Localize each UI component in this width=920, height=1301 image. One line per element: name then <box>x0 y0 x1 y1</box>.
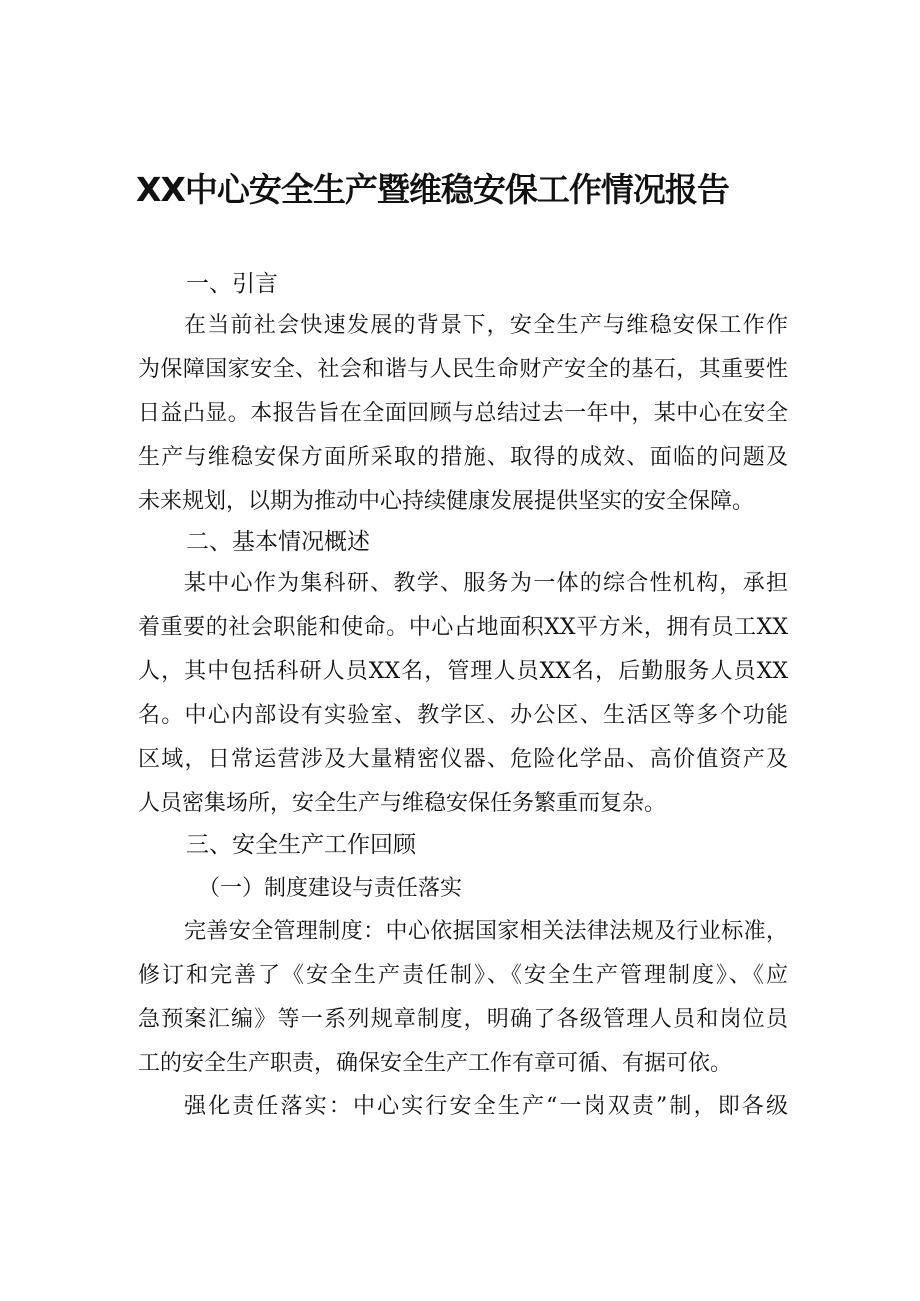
paragraph-line: 为保障国家安全、社会和谐与人民生命财产安全的基石，其重要性 <box>138 357 788 382</box>
section-heading-overview: 二、基本情况概述 <box>186 529 370 555</box>
paragraph-line: 名。中心内部设有实验室、教学区、办公区、生活区等多个功能 <box>138 703 788 728</box>
paragraph-line: 着重要的社会职能和使命。中心占地面积XX平方米，拥有员工XX <box>138 615 788 640</box>
paragraph-responsibility <box>138 1085 788 1129</box>
paragraph-line: 修订和完善了《安全生产责任制》、《安全生产管理制度》、《应 <box>138 963 788 988</box>
document-title: XX中心安全生产暨维稳安保工作情况报告 <box>136 170 729 209</box>
paragraph-line: 区域，日常运营涉及大量精密仪器、危险化学品、高价值资产及 <box>138 747 788 772</box>
paragraph-line: 工的安全生产职责，确保安全生产工作有章可循、有据可依。 <box>138 1051 733 1076</box>
paragraph-line: 日益凸显。本报告旨在全面回顾与总结过去一年中，某中心在安全 <box>138 401 788 426</box>
section-heading-intro: 一、引言 <box>186 271 278 297</box>
paragraph-overview <box>138 562 788 826</box>
paragraph-line: 强化责任落实：中心实行安全生产“一岗双责”制，即各级 <box>184 1094 788 1119</box>
paragraph-line: 完善安全管理制度：中心依据国家相关法律法规及行业标准， <box>184 919 788 944</box>
section-heading-review: 三、安全生产工作回顾 <box>186 832 416 858</box>
paragraph-line: 未来规划，以期为推动中心持续健康发展提供坚实的安全保障。 <box>138 489 755 514</box>
paragraph-intro <box>138 304 788 524</box>
paragraph-line: 在当前社会快速发展的背景下，安全生产与维稳安保工作作 <box>184 313 788 338</box>
subsection-heading: （一）制度建设与责任落实 <box>198 876 463 901</box>
paragraph-safety-rules <box>138 910 788 1086</box>
paragraph-line: 急预案汇编》等一系列规章制度，明确了各级管理人员和岗位员 <box>138 1007 788 1032</box>
paragraph-line: 人员密集场所，安全生产与维稳安保任务繁重而复杂。 <box>138 791 667 816</box>
paragraph-line: 某中心作为集科研、教学、服务为一体的综合性机构，承担 <box>184 571 788 596</box>
paragraph-line: 人，其中包括科研人员XX名，管理人员XX名，后勤服务人员XX <box>138 659 788 684</box>
paragraph-line: 生产与维稳安保方面所采取的措施、取得的成效、面临的问题及 <box>138 445 788 470</box>
